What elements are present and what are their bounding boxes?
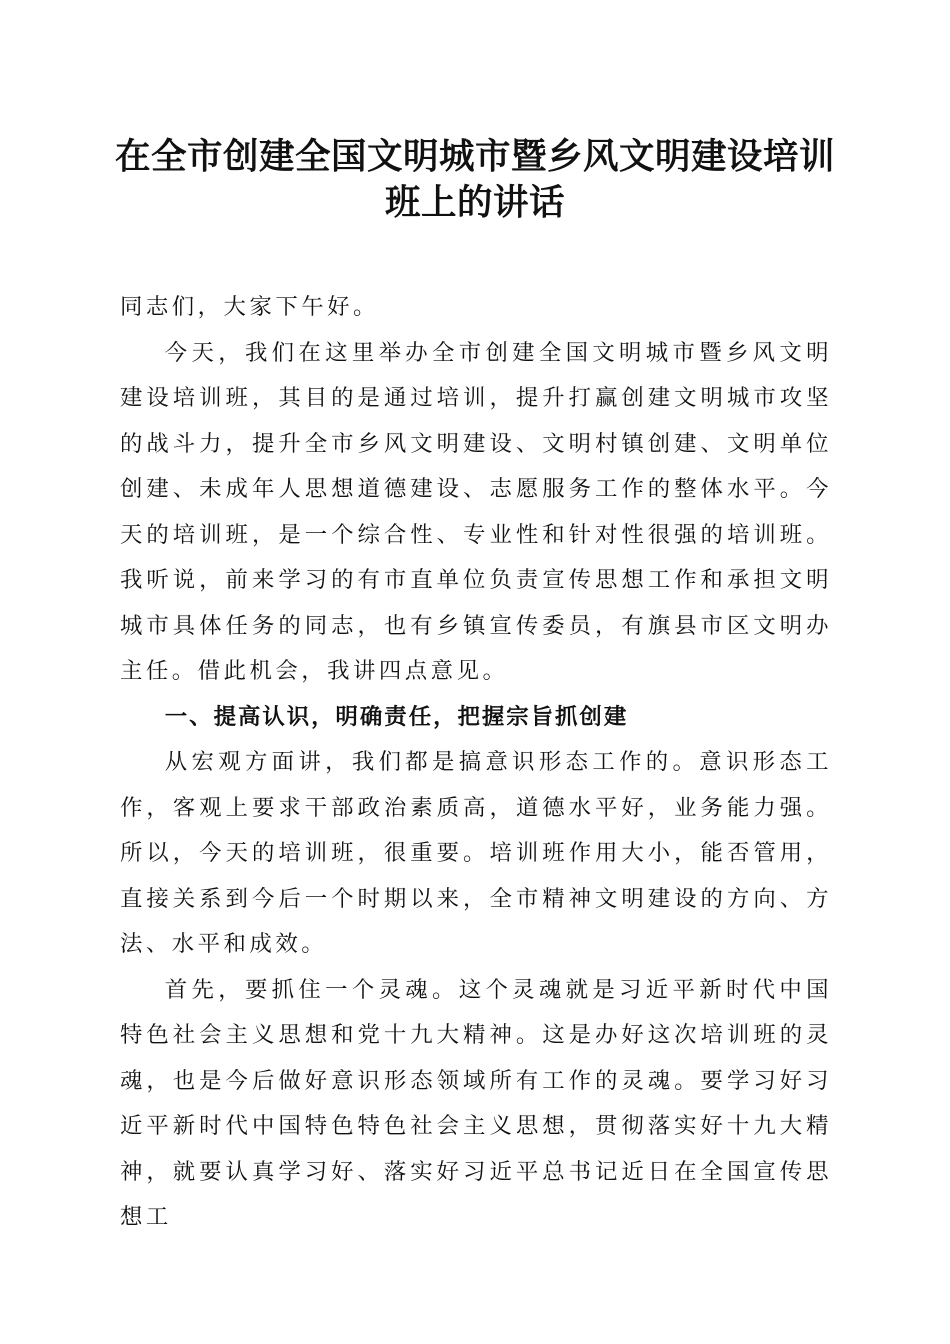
section-heading-1: 一、提高认识，明确责任，把握宗旨抓创建: [164, 703, 629, 730]
document-body: [120, 285, 832, 1241]
title-line-2: 班上的讲话: [384, 182, 565, 223]
paragraph-first: 首先，要抓住一个灵魂。这个灵魂就是习近平新时代中国特色社会主义思想和党十九大精神。这是办好这次培训班的灵魂，也是今后做好意识形态领域所有工作的灵魂。要学习好习近平新时代中国特色特色社会主义思想，贯彻落实好十九大精神，就要认真学习好、落实好习近平总书记近日在全国宣传思想工: [120, 976, 832, 1230]
greeting: 同志们，大家下午好。: [120, 294, 379, 320]
paragraph-intro: 今天，我们在这里举办全市创建全国文明城市暨乡风文明建设培训班，其目的是通过培训，提升打赢创建文明城市攻坚的战斗力，提升全市乡风文明建设、文明村镇创建、文明单位创建、未成年人思想道德建设、志愿服务工作的整体水平。今天的培训班，是一个综合性、专业性和针对性很强的培训班。我听说，前来学习的有市直单位负责宣传思想工作和承担文明城市具体任务的同志，也有乡镇宣传委员，有旗县市区文明办主任。借此机会，我讲四点意见。: [120, 339, 832, 684]
title-line-1: 在全市创建全国文明城市暨乡风文明建设培训: [114, 136, 835, 177]
document-title: [100, 134, 850, 226]
paragraph-macro: 从宏观方面讲，我们都是搞意识形态工作的。意识形态工作，客观上要求干部政治素质高，道德水平好，业务能力强。所以，今天的培训班，很重要。培训班作用大小，能否管用，直接关系到今后一个时期以来，全市精神文明建设的方向、方法、水平和成效。: [120, 749, 832, 957]
